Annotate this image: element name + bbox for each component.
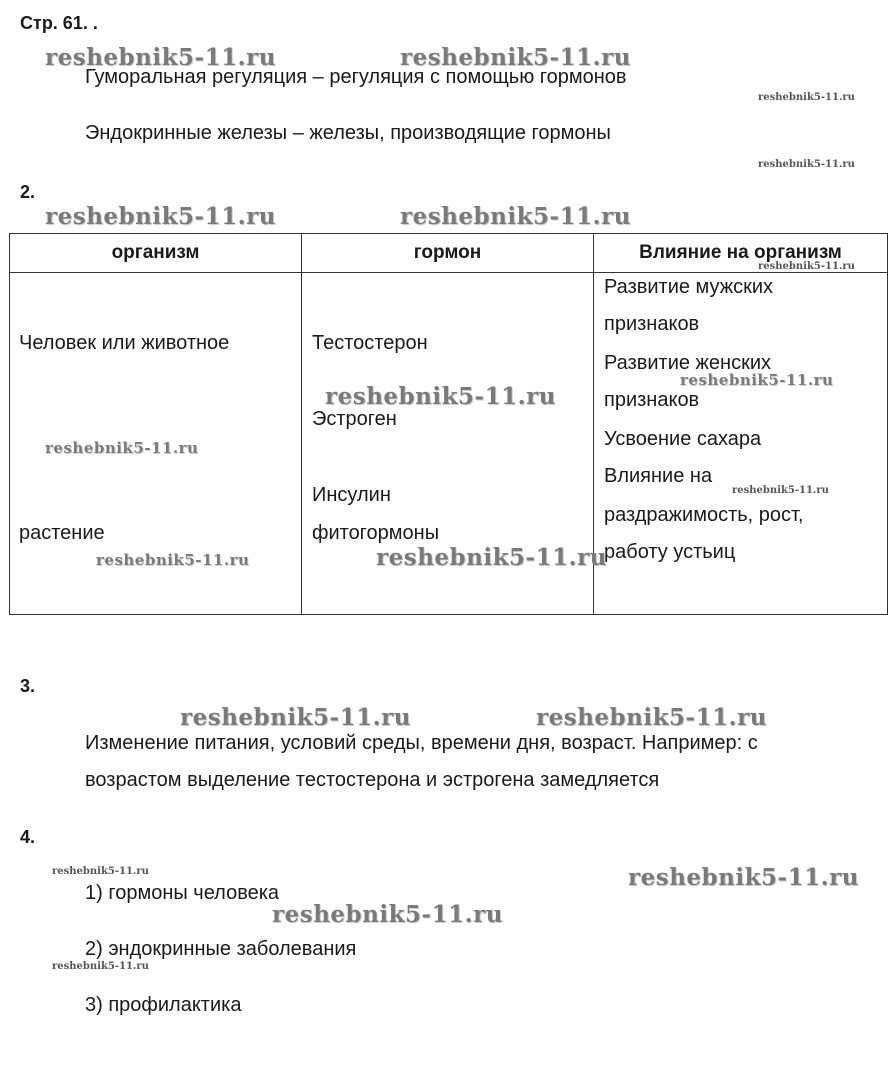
organism-plant: растение [19, 522, 105, 544]
watermark: reshebnik5-11.ru [536, 704, 767, 731]
effect-line: признаков [604, 389, 700, 411]
watermark: reshebnik5-11.ru [45, 203, 276, 230]
answer-4-item-2: 2) эндокринные заболевания [85, 938, 357, 960]
watermark: reshebnik5-11.ru [272, 901, 503, 928]
watermark: reshebnik5-11.ru [758, 159, 855, 170]
effect-line: раздражимость, рост, [604, 504, 804, 526]
section-3-number: 3. [20, 676, 36, 696]
watermark: reshebnik5-11.ru [45, 44, 276, 71]
answer-4-item-1: 1) гормоны человека [85, 882, 280, 904]
watermark: reshebnik5-11.ru [45, 439, 199, 457]
header-organism: организм [10, 234, 302, 273]
hormone-testosterone: Тестостерон [312, 332, 428, 354]
header-effect: Влияние на организм [594, 234, 888, 273]
table-header-row [10, 234, 888, 273]
definition-humoral: Гуморальная регуляция – регуляция с помощью гормонов [85, 66, 627, 88]
hormone-phytohormones: фитогормоны [312, 522, 440, 544]
effect-line: Влияние на [604, 465, 713, 487]
section-4-number: 4. [20, 827, 36, 847]
answer-4-item-3: 3) профилактика [85, 994, 242, 1016]
watermark: reshebnik5-11.ru [758, 261, 855, 272]
watermark: reshebnik5-11.ru [400, 203, 631, 230]
effect-line: Развитие женских [604, 352, 772, 374]
effect-line: работу устьиц [604, 541, 736, 563]
header-hormone: гормон [302, 234, 594, 273]
watermark: reshebnik5-11.ru [680, 371, 834, 389]
watermark: reshebnik5-11.ru [376, 544, 607, 571]
watermark: reshebnik5-11.ru [758, 92, 855, 103]
organism-human-animal: Человек или животное [19, 332, 230, 354]
watermark: reshebnik5-11.ru [52, 866, 149, 877]
hormone-estrogen: Эстроген [312, 408, 397, 430]
page-label: Стр. 61. . [20, 13, 98, 33]
definition-endocrine: Эндокринные железы – железы, производящие гормоны [85, 122, 611, 144]
watermark: reshebnik5-11.ru [180, 704, 411, 731]
effect-line: признаков [604, 313, 700, 335]
watermark: reshebnik5-11.ru [96, 551, 250, 569]
watermark: reshebnik5-11.ru [325, 383, 556, 410]
effect-line: Усвоение сахара [604, 428, 762, 450]
watermark: reshebnik5-11.ru [52, 961, 149, 972]
watermark: reshebnik5-11.ru [400, 44, 631, 71]
hormone-insulin: Инсулин [312, 484, 391, 506]
answer-3-line-1: Изменение питания, условий среды, времени дня, возраст. Например: с [85, 732, 758, 754]
section-2-number: 2. [20, 182, 36, 202]
watermark: reshebnik5-11.ru [732, 485, 829, 496]
effect-line: Развитие мужских [604, 276, 774, 298]
answer-3-line-2: возрастом выделение тестостерона и эстрогена замедляется [85, 769, 660, 791]
watermark: reshebnik5-11.ru [628, 864, 859, 891]
